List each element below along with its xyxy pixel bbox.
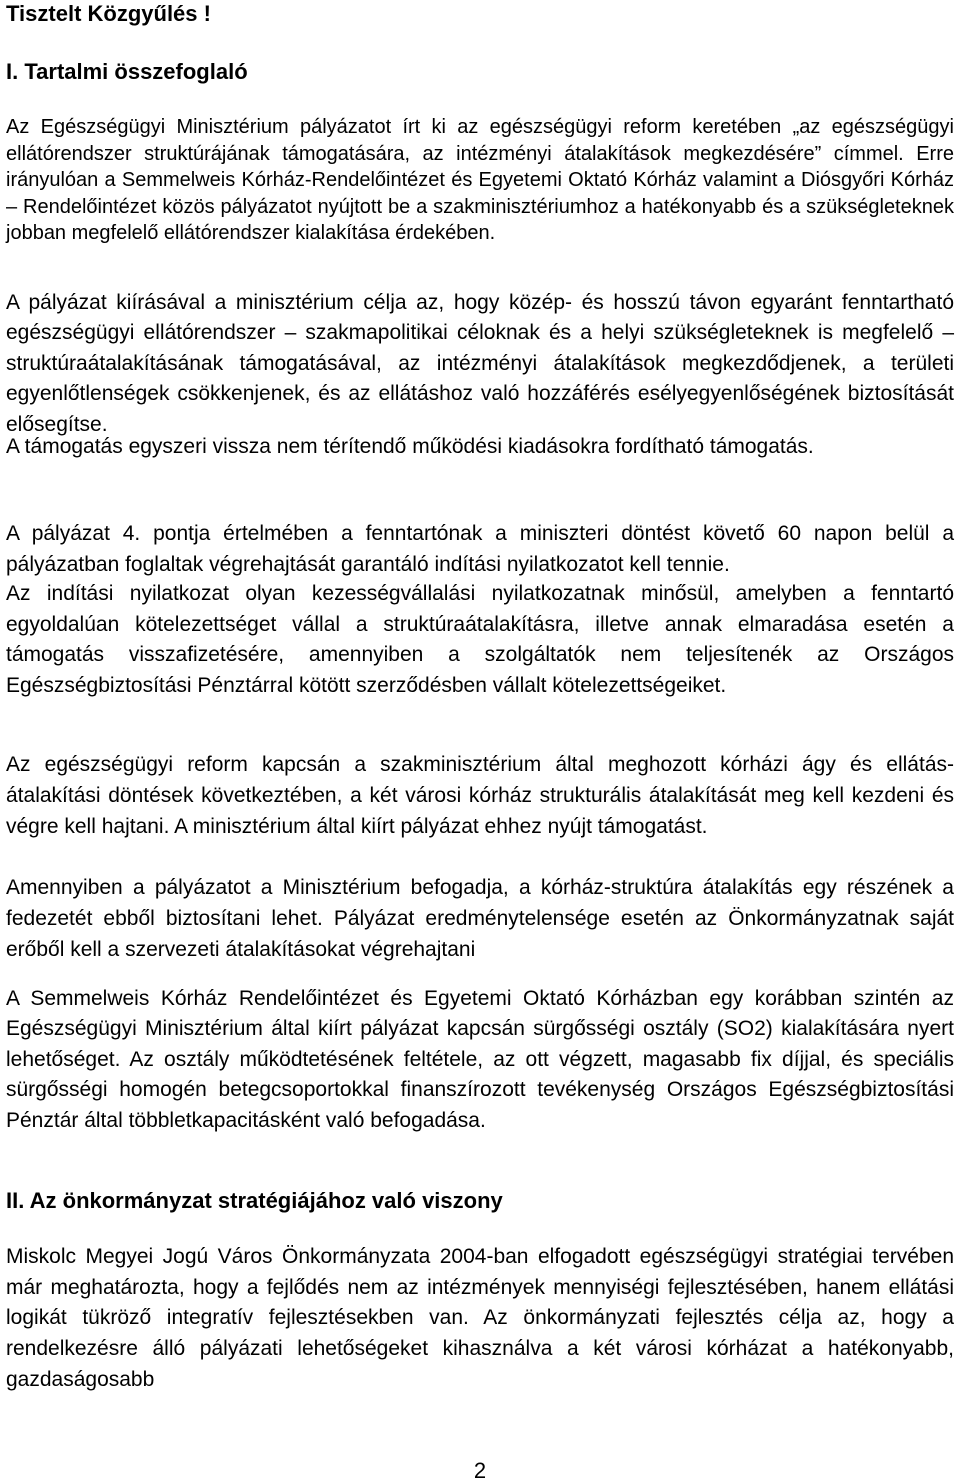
paragraph: A pályázat 4. pontja értelmében a fenntartónak a miniszteri döntést követő 60 napon belül a pályázatban foglaltak végrehajtását garantáló indítási nyilatkozatot kell tennie. (6, 522, 954, 576)
paragraph: A Semmelweis Kórház Rendelőintézet és Egyetemi Oktató Kórházban egy korábban szintén az Egészségügyi Minisztérium által kiírt pályázat kapcsán sürgősségi osztály (SO2) kialakítására nyert lehetőséget. Az osztály működtetésének feltétele, az ott végzett, magasabb fix díjjal, és speciális sürgősségi homogén betegcsoportokkal finanszírozott tevékenység Országos Egészségbiztosítási Pénztár által többletkapacitásként való befogadása. (6, 987, 954, 1132)
paragraph: Az Egészségügyi Minisztérium pályázatot írt ki az egészségügyi reform keretében „az egészségügyi ellátórendszer struktúrájának támogatására, az intézményi átalakítások megkezdésére” címmel. Erre irányulóan a Semmelweis Kórház-Rendelőintézet és Egyetemi Oktató Kórház valamint a Diósgyőri Kórház – Rendelőintézet közös pályázatot nyújtott be a szakminisztériumhoz a hatékonyabb és a szükségleteknek jobban megfelelő ellátórendszer kialakítása érdekében. (6, 116, 954, 245)
paragraph: A pályázat kiírásával a minisztérium célja az, hogy közép- és hosszú távon egyaránt fenntartható egészségügyi ellátórendszer – szakmapolitikai céloknak és a helyi szükségleteknek is megfelelő – struktúraátalakításának támogatásával, az intézményi átalakítások megkezdődjenek, a területi egyenlőtlenségek csökkenjenek, és az ellátáshoz való hozzáférés esélyegyenlőségének biztosítását elősegítse. (6, 291, 954, 436)
page-number: 2 (473, 1458, 487, 1483)
section-2-title: II. Az önkormányzat stratégiájához való viszony (6, 1188, 503, 1213)
paragraph: Az indítási nyilatkozat olyan kezességvállalási nyilatkozatnak minősül, amelyben a fenntartó egyoldalúan kötelezettséget vállal a struktúraátalakításra, illetve annak elmaradása esetén a támogatás visszafizetésére, amennyiben a szolgáltatók nem teljesítenék az Országos Egészségbiztosítási Pénztárral kötött szerződésben vállalt kötelezettségeiket. (6, 582, 954, 697)
paragraph: A támogatás egyszeri vissza nem térítendő működési kiadásokra fordítható támogatás. (6, 435, 814, 458)
paragraph: Amennyiben a pályázatot a Minisztérium befogadja, a kórház-struktúra átalakítás egy részének a fedezetét ebből biztosítani lehet. Pályázat eredménytelensége esetén az Önkormányzatnak saját erőből kell a szervezeti átalakításokat végrehajtani (6, 876, 954, 961)
section-1-title: I. Tartalmi összefoglaló (6, 59, 248, 84)
paragraph: Miskolc Megyei Jogú Város Önkormányzata 2004-ban elfogadott egészségügyi stratégiai tervében már meghatározta, hogy a fejlődés nem az intézmények mennyiségi fejlesztésében, hanem ellátási logikát tükröző integratív fejlesztésekben van. Az önkormányzati fejlesztés célja az, hogy a rendelkezésre álló pályázati lehetőségeket kihasználva a két városi kórházat a hatékonyabb, gazdaságosabb (6, 1245, 954, 1391)
salutation: Tisztelt Közgyűlés ! (6, 1, 211, 26)
paragraph: Az egészségügyi reform kapcsán a szakminisztérium által meghozott kórházi ágy és ellátás-átalakítási döntések következtében, a két városi kórház strukturális átalakítását meg kell kezdeni és végre kell hajtani. A minisztérium által kiírt pályázat ehhez nyújt támogatást. (6, 753, 954, 838)
